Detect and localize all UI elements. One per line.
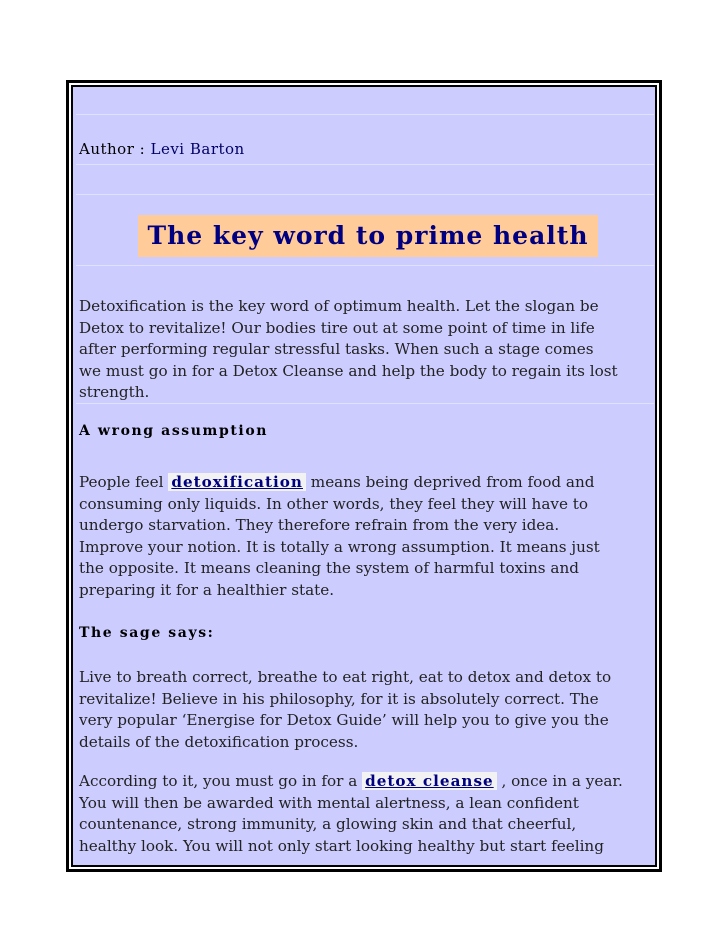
divider bbox=[76, 194, 654, 195]
text-line: Improve your notion. It is totally a wrong assumption. It means just bbox=[79, 537, 600, 556]
divider bbox=[76, 265, 654, 266]
sage-paragraph bbox=[79, 667, 657, 753]
text-line: You will then be awarded with mental alertness, a lean confident bbox=[79, 793, 579, 812]
text-line: strength. bbox=[79, 383, 150, 402]
section-heading-sage-says: The sage says: bbox=[79, 625, 215, 641]
title-highlight bbox=[138, 215, 598, 257]
text-line: consuming only liquids. In other words, they feel they will have to bbox=[79, 494, 589, 513]
text-line: Live to breath correct, breathe to eat right, eat to detox and detox to bbox=[79, 668, 612, 686]
author-name: Levi Barton bbox=[150, 140, 245, 158]
page-border-inner bbox=[71, 85, 657, 867]
divider bbox=[76, 164, 654, 165]
text-line bbox=[79, 771, 657, 793]
text-line: healthy look. You will not only start looking healthy but start feeling bbox=[79, 836, 604, 855]
text-line: after performing regular stressful tasks. When such a stage comes bbox=[79, 340, 594, 359]
intro-paragraph bbox=[79, 296, 657, 404]
wrong-assumption-paragraph bbox=[79, 472, 657, 602]
text-fragment: , once in a year. bbox=[496, 772, 623, 790]
text-fragment: According to it, you must go in for a bbox=[79, 772, 363, 790]
detoxification-link[interactable]: detoxification bbox=[168, 473, 306, 491]
detox-cleanse-paragraph bbox=[79, 771, 657, 857]
section-heading-wrong-assumption: A wrong assumption bbox=[79, 423, 269, 439]
text-fragment: means being deprived from food and bbox=[305, 473, 595, 491]
text-line: Detox to revitalize! Our bodies tire out at some point of time in life bbox=[79, 318, 595, 337]
detox-cleanse-link[interactable]: detox cleanse bbox=[362, 772, 497, 790]
text-line bbox=[79, 472, 657, 494]
article-title: The key word to prime health bbox=[147, 221, 589, 250]
text-line: Detoxification is the key word of optimum health. Let the slogan be bbox=[79, 297, 599, 315]
text-line: undergo starvation. They therefore refrain from the very idea. bbox=[79, 516, 560, 535]
text-line: countenance, strong immunity, a glowing skin and that cheerful, bbox=[79, 815, 577, 834]
text-line: the opposite. It means cleaning the system of harmful toxins and bbox=[79, 559, 579, 578]
text-fragment: People feel bbox=[79, 473, 169, 491]
author-label: Author : bbox=[79, 140, 151, 158]
divider bbox=[76, 114, 654, 115]
text-line: details of the detoxification process. bbox=[79, 732, 359, 751]
text-line: preparing it for a healthier state. bbox=[79, 580, 335, 599]
text-line: we must go in for a Detox Cleanse and help the body to regain its lost bbox=[79, 361, 618, 380]
text-line: very popular ‘Energise for Detox Guide’ will help you to give you the bbox=[79, 711, 609, 730]
author-line bbox=[79, 140, 245, 158]
text-line: revitalize! Believe in his philosophy, for it is absolutely correct. The bbox=[79, 689, 599, 708]
